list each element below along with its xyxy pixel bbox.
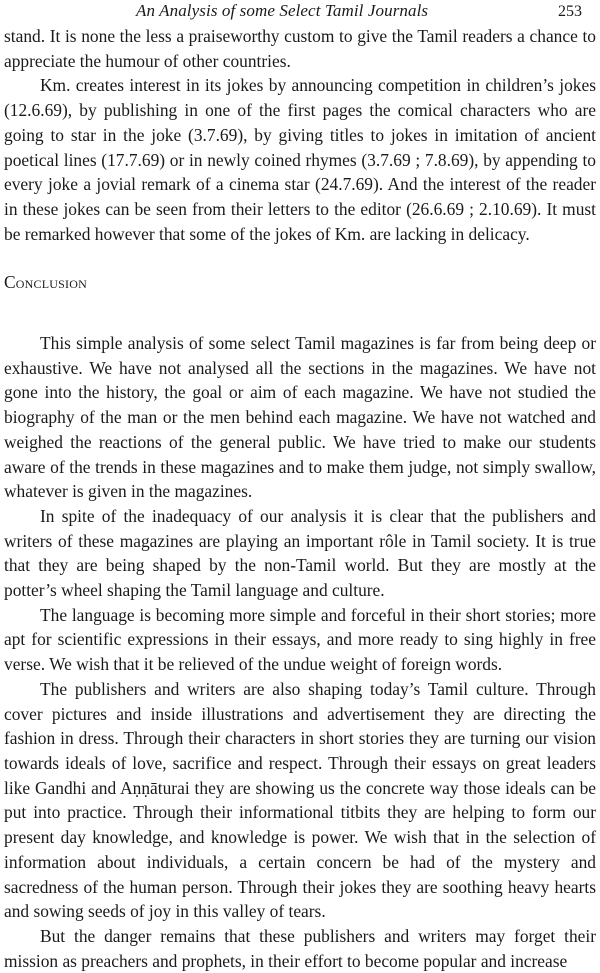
paragraph: Km. creates interest in its jokes by announcing competition in children’s jokes (12.6.69), by publishing in one of the first pages the comical characters who are going to star in the joke (3.7.69), by giving titles to jokes in imitation of ancient poetical lines (17.7.69) or in newly coined rhymes (3.7.69 ; 7.8.69), by appending to every joke a jovial remark of a cinema star (24.7.69). And the interest of the reader in these jokes can be seen from their letters to the editor (26.6.69 ; 2.10.69). It must be remarked however that some of the jokes of Km. are lacking in delicacy. [4,75,596,244]
paragraph: The publishers and writers are also shaping today’s Tamil culture. Through cover pictures and inside illustrations and advertisement they are directing the fashion in dress. Through their characters in short stories they are turning our vision towards ideals of love, sacrifice and respect. Through their essays on great leaders like Gandhi and Aṇṇāturai they are showing us the concrete way those ideals can be put into practice. Through their informational titbits they are helping to form our present day knowledge, and knowledge is power. We wish that in the selection of information about individuals, a certain concern be had of the mystery and sacredness of the human person. Through their jokes they are soothing heavy hearts and sowing seeds of joy in this valley of tears. [4,678,596,922]
running-header [4,0,596,24]
paragraph: This simple analysis of some select Tamil magazines is far from being deep or exhaustive. We have not analysed all the sections in the magazines. We have not gone into the history, the goal or aim of each magazine. We have not studied the biography of the man or the men behind each magazine. We have not watched and weighed the reactions of the general public. We have tried to make our students aware of the trends in these magazines and to make them judge, not simply swallow, whatever is given in the magazines. [4,333,596,502]
page-number: 253 [558,3,582,20]
body-text [4,24,596,973]
paragraph: In spite of the inadequacy of our analysis it is clear that the publishers and writers of these magazines are playing an important rôle in Tamil society. It is true that they are being shaped by the non-Tamil world. But they are mostly at the potter’s wheel shaping the Tamil language and culture. [4,505,596,601]
paragraph-continued: stand. It is none the less a praiseworthy custom to give the Tamil readers a chance to appreciate the humour of other countries. [4,26,596,71]
paragraph: But the danger remains that these publishers and writers may forget their mission as preachers and prophets, in their effort to become popular and increase [4,925,596,971]
running-title: An Analysis of some Select Tamil Journals [136,1,429,20]
section-heading: Conclusion [4,272,87,293]
paragraph: The language is becoming more simple and forceful in their short stories; more apt for scientific expressions in their essays, and more ready to sing highly in free verse. We wish that it be relieved of the undue weight of foreign words. [4,604,596,675]
